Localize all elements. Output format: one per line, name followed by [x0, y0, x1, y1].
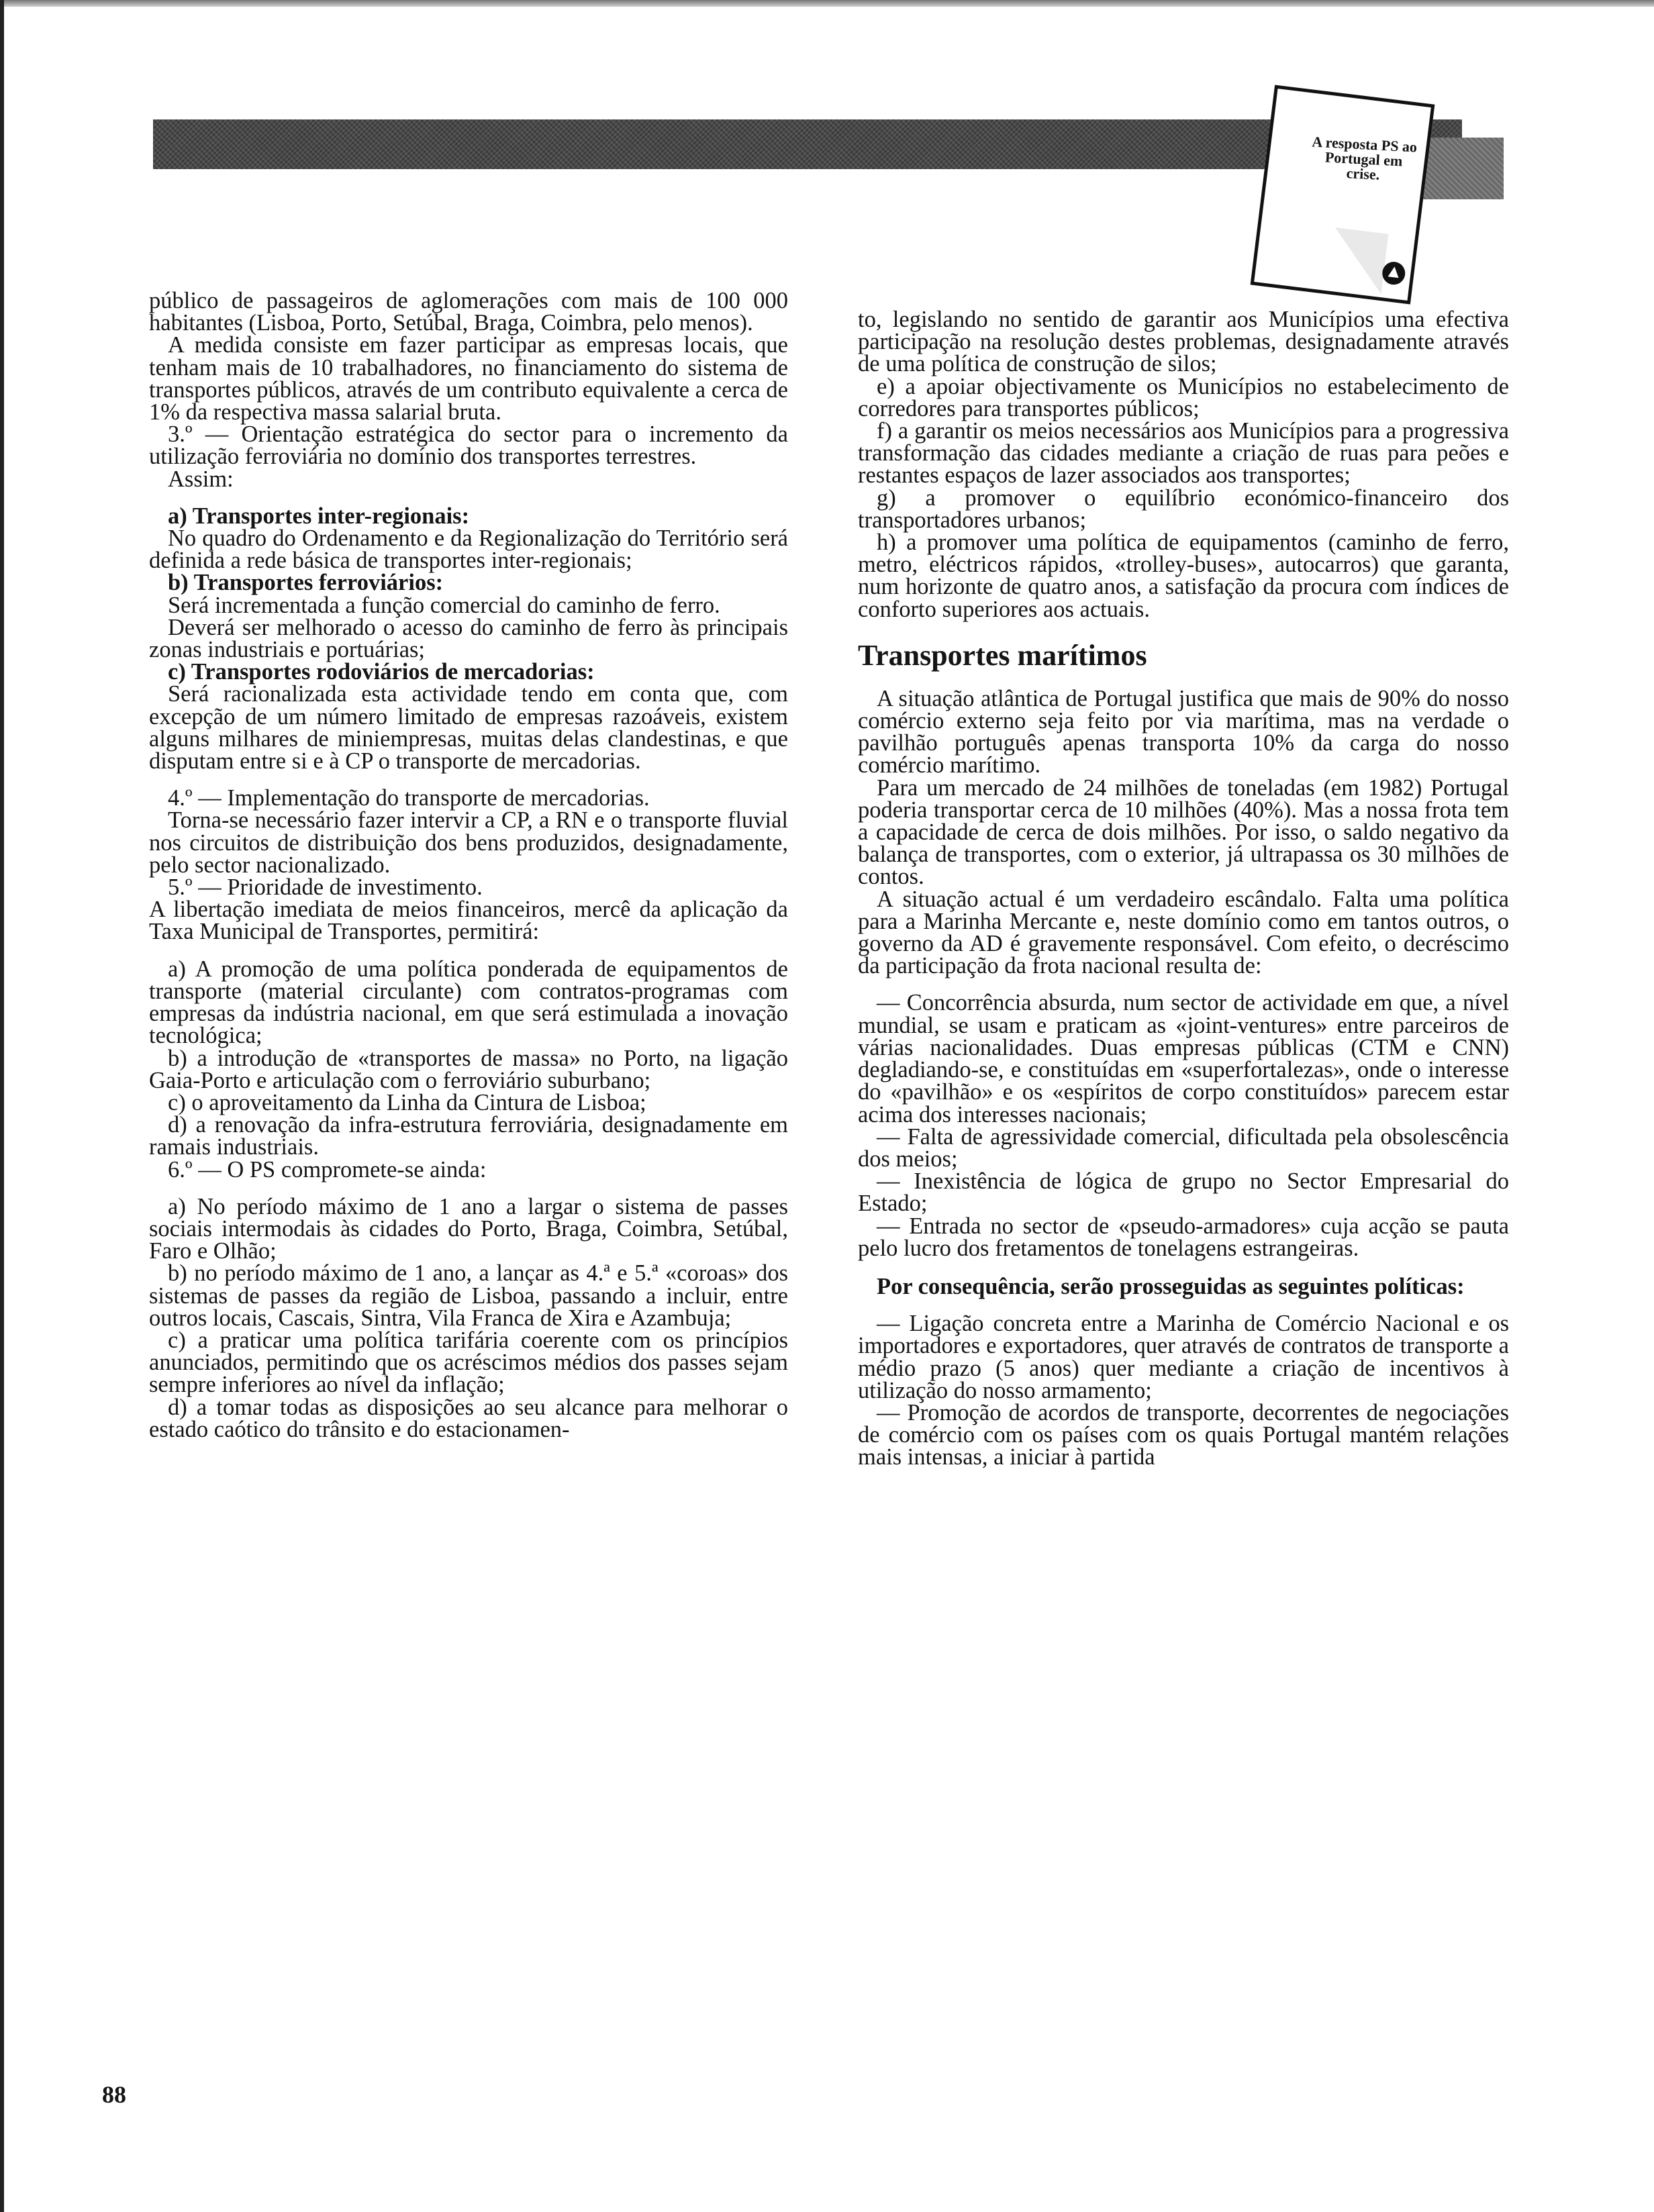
paragraph: Para um mercado de 24 milhões de toneladas (em 1982) Portugal poderia transportar cerca de 10 milhões (40%). Mas a nossa frota tem a capacidade de cerca de dois milhões. Por isso, o saldo negativo da balança de transportes, com o exterior, já ultrapassa os 30 milhões de contos. — [858, 774, 1509, 890]
paragraph: Será racionalizada esta actividade tendo em conta que, com excepção de um número limitado de empresas razoáveis, existem alguns milhares de miniempresas, muitas delas clandestinas, e que disputam entre si e à CP o transporte de mercadorias. — [149, 681, 788, 774]
booklet-cover-graphic — [1251, 85, 1435, 304]
subheading: a) Transportes inter-regionais: — [168, 503, 470, 529]
paragraph: — Inexistência de lógica de grupo no Sector Empresarial do Estado; — [858, 1168, 1509, 1217]
paragraph: — Concorrência absurda, num sector de actividade em que, a nível mundial, se usam e praticam as «joint-ventures» entre parceiros de várias nacionalidades. Duas empresas públicas (CTM e CNN) degladiando-se, e constituídas em «superfortalezas», onde o interesse do «pavilhão» e os «espíritos de corpo constituídos» parecem estar acima dos interesses nacionais; — [858, 990, 1509, 1127]
party-logo-icon — [1379, 258, 1409, 289]
right-column — [858, 309, 1509, 1469]
lead-paragraph: Por consequência, serão prosseguidas as seguintes políticas: — [877, 1273, 1465, 1299]
paragraph: — Entrada no sector de «pseudo-armadores» cuja acção se pauta pelo lucro dos fretamentos de tonelagens estrangeiras. — [858, 1213, 1509, 1261]
paragraph: 3.º — Orientação estratégica do sector para o incremento da utilização ferroviária no domínio dos transportes terrestres. — [149, 421, 788, 470]
paragraph: e) a apoiar objectivamente os Municípios no estabelecimento de corredores para transportes públicos; — [858, 373, 1509, 421]
section-heading: Transportes marítimos — [858, 638, 1147, 672]
subheading: b) Transportes ferroviários: — [168, 570, 444, 596]
paragraph: — Ligação concreta entre a Marinha de Comércio Nacional e os importadores e exportadores, quer através de contratos de transporte a médio prazo (5 anos) quer mediante a criação de incentivos à utilização do nosso armamento; — [858, 1311, 1509, 1403]
paragraph: — Promoção de acordos de transporte, decorrentes de negociações de comércio com os países com os quais Portugal mantém relações mais intensas, a iniciar à partida — [858, 1399, 1509, 1470]
paragraph: b) no período máximo de 1 ano, a lançar as 4.ª e 5.ª «coroas» dos sistemas de passes da região de Lisboa, passando a incluir, entre outros locais, Cascais, Sintra, Vila Franca de Xira e Azambuja; — [149, 1260, 788, 1331]
paragraph: h) a promover uma política de equipamentos (caminho de ferro, metro, eléctricos rápidos, «trolley-buses», autocarros) que garanta, num horizonte de quatro anos, a satisfação da procura com índices de conforto superiores aos actuais. — [858, 530, 1509, 622]
paragraph: a) No período máximo de 1 ano a largar o sistema de passes sociais intermodais às cidades do Porto, Braga, Coimbra, Setúbal, Faro e Olhão; — [149, 1193, 788, 1264]
paragraph: A situação actual é um verdadeiro escândalo. Falta uma política para a Marinha Mercante e, neste domínio como em tantos outros, o governo da AD é gravemente responsável. Com efeito, o decréscimo da participação da frota nacional resulta de: — [858, 886, 1509, 979]
paragraph: Assim: — [168, 466, 234, 492]
paragraph: d) a tomar todas as disposições ao seu alcance para melhorar o estado caótico do trânsito e do estacionamen- — [149, 1394, 788, 1442]
paragraph: No quadro do Ordenamento e da Regionalização do Território será definida a rede básica de transportes inter-regionais; — [149, 525, 788, 574]
paragraph: — Falta de agressividade comercial, dificultada pela obsolescência dos meios; — [858, 1123, 1509, 1172]
paragraph: A situação atlântica de Portugal justifica que mais de 90% do nosso comércio externo seja feito por via marítima, mas na verdade o pavilhão português apenas transporta 10% da carga do nosso comércio marítimo. — [858, 685, 1509, 778]
paragraph: d) a renovação da infra-estrutura ferroviária, designadamente em ramais industriais. — [149, 1112, 788, 1160]
scan-top-edge — [0, 0, 1654, 7]
booklet-title: A resposta PS ao Portugal em crise. — [1311, 133, 1418, 183]
scan-left-edge — [0, 0, 4, 2212]
paragraph: Será incrementada a função comercial do caminho de ferro. — [168, 592, 720, 618]
paragraph: 6.º — O PS compromete-se ainda: — [168, 1156, 487, 1183]
paragraph: 5.º — Prioridade de investimento. — [168, 874, 483, 901]
paragraph: Torna-se necessário fazer intervir a CP, a RN e o transporte fluvial nos circuitos de distribuição dos bens produzidos, designadamente, pelo sector nacionalizado. — [149, 807, 788, 878]
left-column — [149, 290, 788, 1441]
paragraph: A medida consiste em fazer participar as empresas locais, que tenham mais de 10 trabalhadores, no financiamento do sistema de transportes públicos, através de um contributo equivalente a cerca de 1% da respectiva massa salarial bruta. — [149, 332, 788, 425]
paragraph: c) a praticar uma política tarifária coerente com os princípios anunciados, permitindo que os acréscimos médios dos passes sejam sempre inferiores ao nível da inflação; — [149, 1327, 788, 1398]
paragraph: c) o aproveitamento da Linha da Cintura de Lisboa; — [168, 1089, 646, 1115]
subheading: c) Transportes rodoviários de mercadorias: — [168, 659, 595, 685]
paragraph: f) a garantir os meios necessários aos Municípios para a progressiva transformação das cidades mediante a criação de ruas para peões e restantes espaços de lazer associados aos transportes; — [858, 418, 1509, 489]
paragraph: A libertação imediata de meios financeiros, mercê da aplicação da Taxa Municipal de Transportes, permitirá: — [149, 897, 788, 945]
paragraph: to, legislando no sentido de garantir aos Municípios uma efectiva participação na resolução destes problemas, designadamente através de uma política de construção de silos; — [858, 307, 1509, 377]
page-number: 88 — [102, 2081, 126, 2108]
paragraph: Deverá ser melhorado o acesso do caminho de ferro às principais zonas industriais e portuárias; — [149, 614, 788, 663]
paragraph: público de passageiros de aglomerações com mais de 100 000 habitantes (Lisboa, Porto, Setúbal, Braga, Coimbra, pelo menos). — [149, 288, 788, 336]
paragraph: g) a promover o equilíbrio económico-financeiro dos transportadores urbanos; — [858, 485, 1509, 533]
paragraph: b) a introdução de «transportes de massa» no Porto, na ligação Gaia-Porto e articulação com o ferroviário suburbano; — [149, 1045, 788, 1093]
paragraph: 4.º — Implementação do transporte de mercadorias. — [168, 785, 650, 811]
paragraph: a) A promoção de uma política ponderada de equipamentos de transporte (material circulante) com contratos-programas com empresas da indústria nacional, em que será estimulada a inovação tecnológica; — [149, 956, 788, 1049]
